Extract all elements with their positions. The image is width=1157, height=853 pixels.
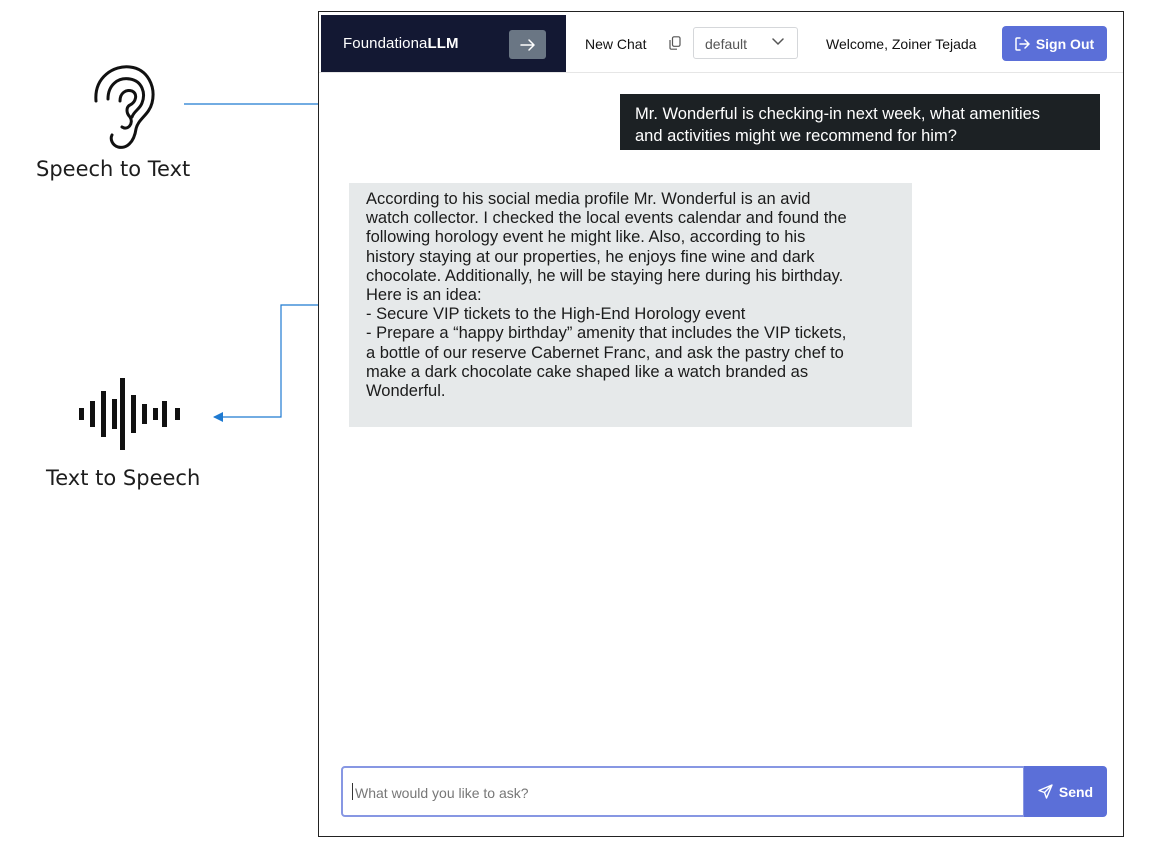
new-chat-title: New Chat xyxy=(585,36,647,52)
expand-sidebar-button[interactable] xyxy=(509,30,546,59)
assistant-message-line: Here is an idea: xyxy=(366,286,482,305)
brand-panel xyxy=(321,15,566,72)
sign-out-button[interactable] xyxy=(1002,26,1107,61)
assistant-message-line: history staying at our properties, he enjoys fine wine and dark xyxy=(366,247,815,266)
chat-input-box[interactable] xyxy=(341,766,1025,817)
chat-input[interactable] xyxy=(353,768,1017,817)
top-bar xyxy=(319,12,1123,73)
assistant-message-line: chocolate. Additionally, he will be staying here during his birthday. xyxy=(366,266,844,285)
chevron-down-icon xyxy=(772,38,784,46)
speech-to-text-label: Speech to Text xyxy=(36,157,191,181)
agent-select-value: default xyxy=(705,36,748,52)
assistant-message-line: Wonderful. xyxy=(366,382,446,401)
assistant-message-line: make a dark chocolate cake shaped like a watch branded as xyxy=(366,362,809,381)
user-message-line: and activities might we recommend for him? xyxy=(635,127,957,145)
chat-app-window xyxy=(318,11,1124,837)
send-label: Send xyxy=(1058,783,1094,800)
text-to-speech-label: Text to Speech xyxy=(46,466,201,490)
assistant-message-line: watch collector. I checked the local events calendar and found the xyxy=(366,209,847,228)
assistant-message-line: - Prepare a “happy birthday” amenity that includes the VIP tickets, xyxy=(366,324,847,343)
assistant-message-line: - Secure VIP tickets to the High-End Horology event xyxy=(366,305,746,324)
assistant-message-line: a bottle of our reserve Cabernet Franc, and ask the pastry chef to xyxy=(366,343,844,362)
user-message xyxy=(620,94,1100,150)
assistant-message xyxy=(349,183,912,427)
brand-logo: FoundationaLLM xyxy=(343,35,459,52)
assistant-message-line: following horology event he might like. Also, according to his xyxy=(366,228,806,247)
user-message-line: Mr. Wonderful is checking-in next week, what amenities xyxy=(635,105,1041,123)
arrow-right-icon xyxy=(520,38,536,52)
send-button[interactable] xyxy=(1024,766,1107,817)
copy-icon[interactable] xyxy=(669,36,681,50)
welcome-text: Welcome, Zoiner Tejada xyxy=(826,36,977,52)
assistant-message-line: According to his social media profile Mr. Wonderful is an avid xyxy=(366,190,811,208)
sign-out-label: Sign Out xyxy=(1035,35,1095,52)
agent-select[interactable] xyxy=(693,27,798,59)
sign-out-icon xyxy=(1015,37,1030,51)
send-icon xyxy=(1038,784,1053,799)
